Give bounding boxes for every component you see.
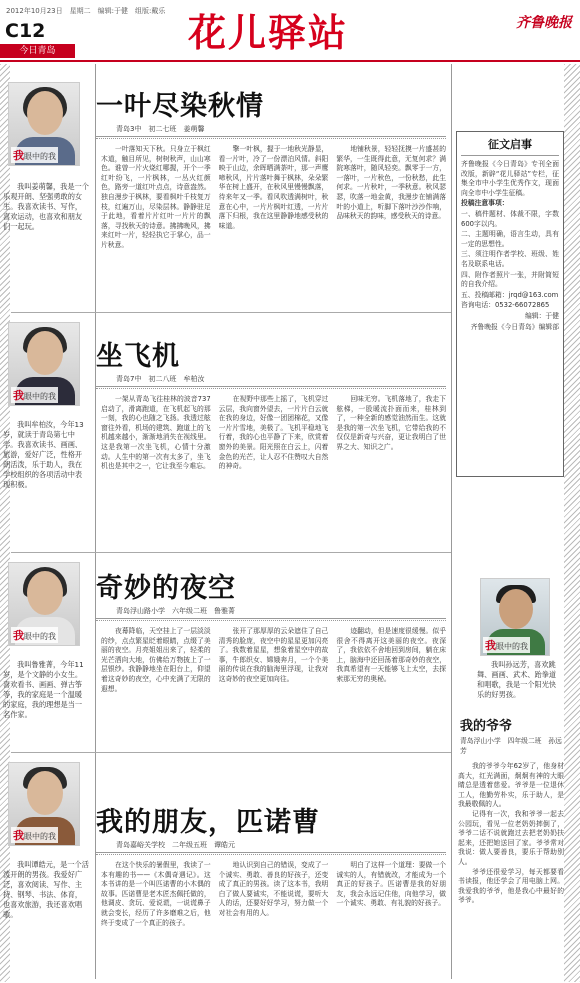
author-bio: 我叫鲁雅菁，今年11岁，是个文静的小女生。喜欢看书、画画、弹古筝等，我的家庭是一个温暖的家庭，我的理想是当一名作家。 (3, 660, 84, 719)
body-column: 地铺秋景，轻轻抚摸一片盛甚的繁华，一生既得此意，无复何求？满院寒落叶，随风轻奕。飘零于一方，一落叶，一片秋色，一份秋愁，此生何求。一片秋叶，一季秋意。秋风瑟瑟，吹落一地金黄，我漫步在铺满落叶的小道上，听脚下落叶沙沙作响，品味秋天的韵味，感受秋天的诗意。 (336, 145, 447, 221)
article-byline: 青岛7中 初二八班 牟柏汝 (116, 375, 205, 383)
article-separator (11, 312, 451, 313)
body-column: 一叶落知天下秋。只身立于枫红木道，触目所见，树树秋声，山山寒色。谁曾一片火烧红哪握，开个一季红叶纷飞，一片枫林，一丛火红颜色，路旁一道红叶点点，诗意盎然。独自漫步于枫林，要看枫叶千枝复万枝，红遍万山，尽染层林。静静驻足于此地，看着片片红叶一片片的飘落，寻找秋天的诗意。拂拂晚风，拂来红叶一片，轻轻执它于掌心，品一片秋意。 (101, 145, 211, 249)
author-bio: 我叫孙远芳，喜欢跳舞、画画、武术、跆拳道和唱歌，我是一个阳光快乐的好男孩。 (477, 660, 557, 699)
body-column: 在视野中那些上摇了，飞机穿过云层，我向窗外望去，一片片白云就在我的身边，好像一团团棉花，又像一片片雪地，美极了。飞机平稳地飞行着，我的心也平静了下来，欣赏着窗外的美景。阳光照在白云上，闪着金色的光芒，让人忍不住赞叹大自然的神奇。 (218, 395, 329, 471)
eye-label: 我眼中的我 (13, 149, 56, 162)
eye-label: 我眼中的我 (485, 639, 528, 652)
sidebar-article-title: 我的爷爷 (460, 719, 513, 734)
article-separator (11, 552, 451, 553)
author-photo (8, 562, 80, 646)
title-rule (96, 386, 446, 389)
article-body (101, 627, 446, 745)
box-title: 征文启事 (461, 136, 559, 156)
title-rule (96, 618, 446, 621)
body-column: 在这个快乐的暑假里，我读了一本有趣的书——《木偶奇遇记》。这本书讲的是一个叫匹诺曹的小木偶的故事。匹诺曹是老木匠杰佩托做的，他调皮、贪玩、爱说谎，一说谎鼻子就会变长，经历了许多磨难之后，他终于变成了一个真正的孩子。 (101, 861, 211, 927)
sidebar-divider (451, 64, 452, 979)
author-photo (8, 82, 80, 166)
dateline: 2012年10月23日 星期二 编辑:于健 组版:戴乐 (6, 7, 166, 15)
author-photo (8, 762, 80, 846)
author-photo (480, 578, 550, 656)
body-column: 夜幕降临，天空挂上了一层淡淡的纱，点点繁星眨着眼睛，点缀了美丽的夜空。月亮姐姐出来了，轻柔的光芒洒向大地，仿佛给万物披上了一层银纱。我静静地坐在阳台上，仰望着这奇妙的夜空，心中充满了无限的遐想。 (101, 627, 211, 693)
body-column: 一架从青岛飞往桂林的波音737启动了，滑离跑道，在飞机起飞的那一刻，我的心也随之飞扬。我透过舷窗往外看，机场的建筑、跑道上的飞机越来越小，渐渐地消失在视线里。这是我第一次坐飞机，心情十分激动。人生中的第一次有太多了，坐飞机也是其中之一，它让我至今难忘。 (101, 395, 211, 471)
author-photo (8, 322, 80, 406)
article-byline: 青岛3中 初二七班 姜萌馨 (116, 125, 205, 133)
header-rule (0, 60, 580, 62)
eye-label: 我眼中的我 (13, 629, 56, 642)
article-separator (11, 752, 451, 753)
article-body (101, 145, 446, 305)
sidebar-article-body: 我的爷爷今年62岁了，他身材高大，红光满面，炯炯有神的大眼睛总是透着慈爱。爷爷是一位退休工人，他勤劳朴实，乐于助人，是我最敬佩的人。 记得有一次，我和爷爷一起去公园玩，看见一位老奶奶摔倒了，爷爷二话不说就跑过去把老奶奶扶起来，还把她送回了家。爷爷常对我说：做人要善良，要乐于帮助别人。 爷爷还很爱学习，每天都要看书读报，他还学会了用电脑上网。我爱我的爷爷，他是我心中最好的爷爷。 (458, 762, 564, 905)
body-column: 擎一叶枫，握于一地秋光静显，看一片叶，冷了一份漂泊风情。斜阳映于山边，余晖晒满荼叶，那一声鹰啼秋风，片片落叶舞于枫林，朵朵繁华在树上盛开，在秋风里慢慢飘落，待来年又一季。看风吹透满树叶，秋意在心中，一片片枫叶红透，一片片落下归根，我在这里静静地感受秋的味道。 (218, 145, 329, 230)
page-header (0, 0, 580, 62)
article-title: 奇妙的夜空 (96, 573, 236, 604)
page-code: C12 (5, 20, 46, 42)
call-for-submissions-box (456, 131, 564, 477)
author-bio: 我叫姜萌馨，我是一个乐观开朗、坚强勇敢的女生。我喜欢读书、写作，喜欢运动，也喜欢和朋友们一起玩。 (3, 182, 89, 231)
column-divider (95, 64, 96, 979)
article-title: 一叶尽染秋情 (96, 91, 264, 122)
body-column: 明白了这样一个道理：要做一个诚实的人，有错就改，才能成为一个真正的好孩子。匹诺曹是我的好朋友，我会永远记住他，向他学习，做一个诚实、勇敢、有礼貌的好孩子。 (336, 861, 447, 908)
title-rule (96, 136, 446, 139)
eye-label: 我眼中的我 (13, 389, 56, 402)
title-rule (96, 852, 446, 855)
article-title: 坐飞机 (96, 341, 180, 372)
box-text: 齐鲁晚报《今日青岛》专刊全面改版，新辟“花儿驿站”专栏，征集全市中小学生优秀作文，现面向全市中小学生征稿。 投稿注意事项： 一、稿件题材、体裁不限，字数600字以内。 二、主题明确，语言生动，具有一定的思想性。 三、须注明作者学校、班级、姓名及联系电话。 四、附作者照片一张，并附简短的自我介绍。 五、投稿邮箱：jrqd@163.com 咨询电话：0532-66072865 编辑：于健 齐鲁晚报《今日青岛》编辑部 (461, 160, 559, 331)
article-byline: 青岛嘉峪关学校 二年级五班 谭皓元 (116, 841, 235, 849)
author-bio: 我叫牟柏汝，今年13岁，就读于青岛第七中学。我喜欢读书、画画、旅游，爱好广泛，性格开朗活泼，乐于助人，我在学校组织的各项活动中表现积极。 (3, 420, 84, 489)
body-column: 迹翻动，但是速度很缓慢。似乎很舍不得离开这美丽的夜空。夜深了，我依依不舍地回到房间，躺在床上，脑海中还回荡着那奇妙的夜空，我真希望有一天能够飞上太空，去探索那无穷的奥秘。 (336, 627, 447, 683)
author-bio: 我叫谭皓元，是一个活泼开朗的男孩。我爱好广泛，喜欢阅读、写作、主持、钢琴、书法、体育，也喜欢旅游，我还喜欢唱歌。 (3, 860, 89, 919)
article-body (101, 395, 446, 545)
sidebar-article-byline: 青岛浮山小学 四年级二班 孙远芳 (460, 737, 562, 755)
body-column: 回味无穷。飞机落地了，我走下舷梯，一股暖流扑面而来，桂林到了，一种全新的感觉油然而生。这就是我的第一次坐飞机，它带给我的不仅仅是新奇与兴奋，更让我明白了世界之大、知识之广。 (336, 395, 447, 451)
right-margin-hatch (564, 64, 580, 982)
eye-label: 我眼中的我 (13, 829, 56, 842)
newspaper-logo: 齐鲁晚报 (516, 15, 572, 31)
article-title: 我的朋友，匹诺曹 (96, 807, 320, 838)
article-byline: 青岛浮山路小学 六年级二班 鲁雅菁 (116, 607, 235, 615)
section-tab: 今日青岛 (0, 44, 75, 58)
article-body (101, 861, 446, 977)
body-column: 张开了那厚厚的云朵遮住了自己清秀的脸庞，夜空中的星星更加闪亮了。我数着星星，想象着星空中的故事，牛郎织女、嫦娥奔月，一个个美丽的传说在我的脑海里浮现，让我对这奇妙的夜空更加向往。 (218, 627, 329, 683)
masthead-title: 花儿驿站 (188, 10, 349, 55)
body-column: 地认识到自己的错误，变成了一个诚实、勇敢、善良的好孩子，还变成了真正的男孩。读了这本书，我明白了做人要诚实，不能说谎，要听大人的话，还要好好学习，努力做一个对社会有用的人。 (218, 861, 329, 917)
